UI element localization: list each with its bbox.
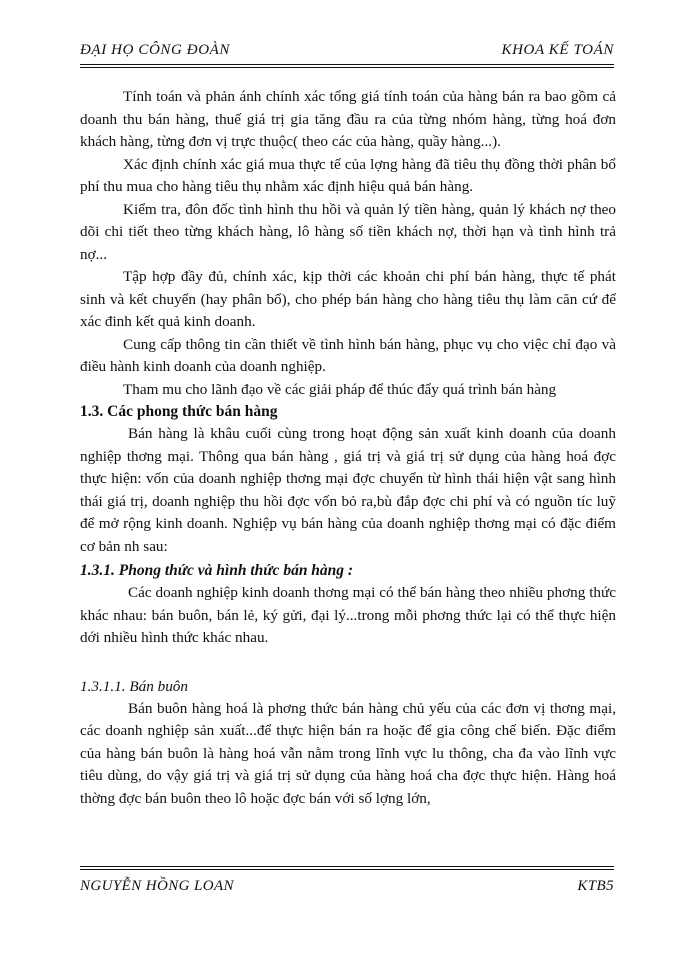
paragraph: Tính toán và phản ánh chính xác tổng giá tính toán của hàng bán ra bao gồm cả doanh thu bán hàng, thuế giá trị gia tăng đầu ra của từng nhóm hàng, từng hoá đơn khách hàng, từng đơn vị trực thuộc( theo các của hàng, quầy hàng...).: [80, 88, 616, 150]
header-rule-thick: [80, 64, 614, 65]
page-footer: [80, 878, 614, 895]
footer-code: KTB5: [577, 878, 614, 894]
footer-author: NGUYỄN HỒNG LOAN: [80, 878, 234, 894]
section-heading: 1.3. Các phong thức bán hàng: [80, 403, 278, 420]
subsection-heading: 1.3.1. Phong thức và hình thức bán hàng :: [80, 562, 354, 579]
paragraph: Xác định chính xác giá mua thực tế của lợng hàng đã tiêu thụ đồng thời phân bổ phí thu mua cho hàng tiêu thụ nhằm xác định hiệu quả bán hàng.: [80, 155, 616, 195]
document-body: [80, 86, 616, 810]
paragraph: Cung cấp thông tin cần thiết về tình hình bán hàng, phục vụ cho việc chỉ đạo và điều hành kinh doanh của doanh nghiệp.: [80, 335, 616, 375]
paragraph: Các doanh nghiệp kinh doanh thơng mại có thể bán hàng theo nhiều phơng thức khác nhau: bán buôn, bán lẻ, ký gửi, đại lý...trong mỗi phơng thức lại có thể thực hiện dới nhiều hình thức khác nhau.: [80, 584, 616, 646]
header-left-text: ĐẠI HỌ CÔNG ĐOÀN: [80, 42, 231, 58]
paragraph: Bán hàng là khâu cuối cùng trong hoạt động sản xuất kinh doanh của doanh nghiệp thơng mại. Thông qua bán hàng , giá trị và giá trị sử dụng của hàng hoá đợc thực hiện: vốn của doanh nghiệp thơng mại đợc chuyển từ hình thái hiện vật sang hình thái giá trị, doanh nghiệp thu hồi đợc vốn bỏ ra,bù đắp đợc chi phí và có nguồn tíc luỹ để mở rộng kinh doanh. Nghiệp vụ bán hàng của doanh nghiệp thơng mại có đặc điểm cơ bản nh sau:: [80, 425, 616, 555]
footer-rule-thin: [80, 869, 614, 870]
page-header: [80, 42, 614, 59]
header-rule-thin: [80, 67, 614, 68]
paragraph: Bán buôn hàng hoá là phơng thức bán hàng chủ yếu của các đơn vị thơng mại, các doanh nghiệp sản xuất...để thực hiện bán ra hoặc để gia công chế biến. Đặc điểm của hàng bán buôn là hàng hoá vẫn nằm trong lĩnh vực lu thông, cha đa vào lĩnh vực tiêu dùng, do vậy giá trị và giá trị sử dụng của hàng hoá cha đợc thực hiện. Hàng hoá thờng đợc bán buôn theo lô hoặc đợc bán với số lợng lớn,: [80, 699, 616, 807]
paragraph: Tham mu cho lãnh đạo về các giải pháp để thúc đẩy quá trình bán hàng: [123, 380, 557, 398]
subsubsection-heading: 1.3.1.1. Bán buôn: [80, 677, 188, 695]
footer-rule-thick: [80, 866, 614, 867]
paragraph: Kiểm tra, đôn đốc tình hình thu hồi và quản lý tiền hàng, quản lý khách nợ theo dõi chi tiết theo từng khách hàng, lô hàng số tiền khách nợ, thời hạn và tình hình trả nợ...: [80, 200, 616, 263]
paragraph: Tập hợp đầy đủ, chính xác, kịp thời các khoản chi phí bán hàng, thực tế phát sinh và kết chuyển (hay phân bổ), cho phép bán hàng cho hàng tiêu thụ làm căn cứ để xác đinh kết quả kinh doanh.: [80, 268, 616, 330]
header-right-text: KHOA KẾ TOÁN: [501, 42, 614, 58]
